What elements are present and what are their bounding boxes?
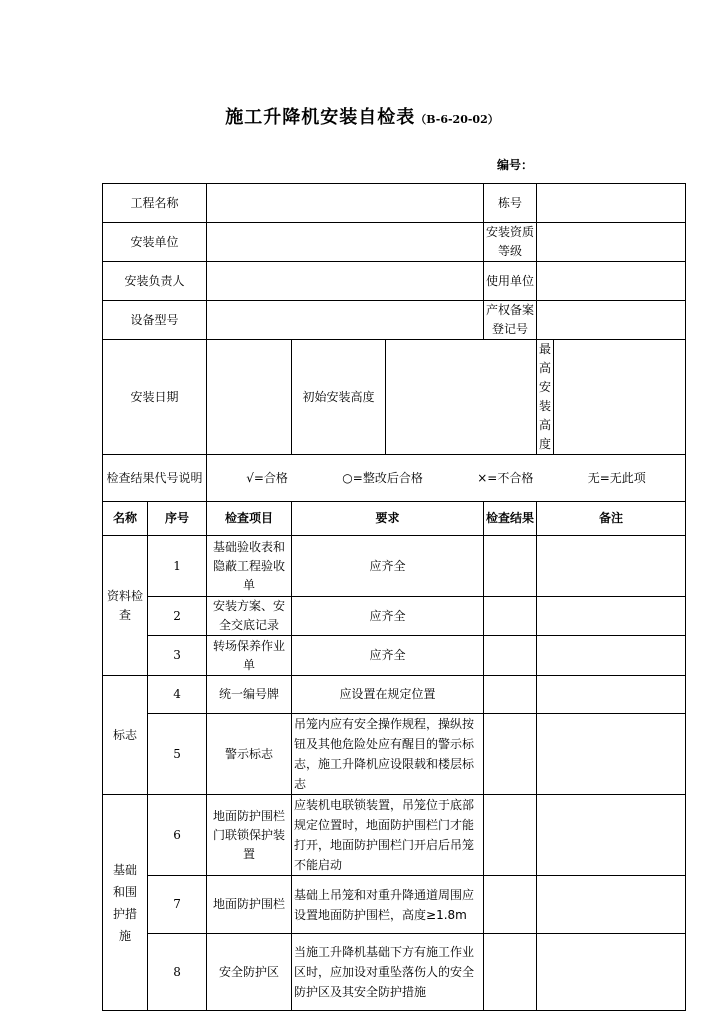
table-row (103, 536, 686, 597)
legend-code-rectified: ○=整改后合格 (342, 470, 423, 485)
header-item: 检查项目 (207, 502, 292, 536)
row-requirement: 基础上吊笼和对重升降通道周围应设置地面防护围栏，高度≥1.8m (292, 876, 484, 934)
row-remark[interactable] (537, 876, 686, 934)
building-no-value[interactable] (537, 184, 686, 223)
header-result: 检查结果 (484, 502, 537, 536)
row-result[interactable] (484, 676, 537, 714)
row-result[interactable] (484, 795, 537, 876)
row-remark[interactable] (537, 676, 686, 714)
qualification-value[interactable] (537, 223, 686, 262)
row-no: 1 (148, 536, 207, 597)
row-item: 安装方案、安全交底记录 (207, 597, 292, 636)
user-unit-value[interactable] (537, 262, 686, 301)
info-row (103, 262, 686, 301)
info-row (103, 223, 686, 262)
legend-codes (209, 469, 683, 488)
header-no: 序号 (148, 502, 207, 536)
info-row (103, 184, 686, 223)
initial-height-value[interactable] (386, 340, 537, 455)
row-no: 3 (148, 636, 207, 676)
table-row (103, 714, 686, 795)
row-result[interactable] (484, 714, 537, 795)
row-item: 转场保养作业单 (207, 636, 292, 676)
row-item: 统一编号牌 (207, 676, 292, 714)
max-height-label: 最高安装高度 (537, 340, 554, 455)
row-requirement: 应齐全 (292, 636, 484, 676)
row-requirement: 应设置在规定位置 (292, 676, 484, 714)
legend-code-na: 无=无此项 (587, 470, 646, 485)
row-requirement: 吊笼内应有安全操作规程，操纵按钮及其他危险处应有醒目的警示标志，施工升降机应设限载和楼层标志 (292, 714, 484, 795)
form-title-text: 施工升降机安装自检表 (225, 107, 416, 128)
inspection-table (102, 183, 686, 1011)
table-row (103, 676, 686, 714)
row-requirement: 应齐全 (292, 597, 484, 636)
install-unit-label: 安装单位 (103, 223, 207, 262)
row-requirement: 应装机电联锁装置，吊笼位于底部规定位置时，地面防护围栏门才能打开，地面防护围栏门开启后吊笼不能启动 (292, 795, 484, 876)
row-result[interactable] (484, 597, 537, 636)
model-label: 设备型号 (103, 301, 207, 340)
row-result[interactable] (484, 636, 537, 676)
project-name-label: 工程名称 (103, 184, 207, 223)
row-remark[interactable] (537, 636, 686, 676)
row-no: 6 (148, 795, 207, 876)
building-no-label: 栋号 (484, 184, 537, 223)
header-name: 名称 (103, 502, 148, 536)
registration-value[interactable] (537, 301, 686, 340)
header-requirement: 要求 (292, 502, 484, 536)
model-value[interactable] (207, 301, 484, 340)
max-height-value[interactable] (554, 340, 686, 455)
install-unit-value[interactable] (207, 223, 484, 262)
row-no: 4 (148, 676, 207, 714)
project-name-value[interactable] (207, 184, 484, 223)
row-no: 7 (148, 876, 207, 934)
row-item: 基础验收表和隐蔽工程验收单 (207, 536, 292, 597)
row-item: 地面防护围栏 (207, 876, 292, 934)
install-date-value[interactable] (207, 340, 292, 455)
group-sign: 标志 (103, 676, 148, 795)
group-base-label: 基础和围护措施 (112, 862, 137, 943)
legend-label: 检查结果代号说明 (103, 455, 207, 502)
info-row (103, 301, 686, 340)
info-row (103, 340, 686, 455)
row-requirement: 应齐全 (292, 536, 484, 597)
header-row (103, 502, 686, 536)
row-result[interactable] (484, 876, 537, 934)
row-no: 2 (148, 597, 207, 636)
row-remark[interactable] (537, 934, 686, 1011)
row-remark[interactable] (537, 536, 686, 597)
row-item: 地面防护围栏门联锁保护装置 (207, 795, 292, 876)
legend-code-fail: ×=不合格 (477, 470, 534, 485)
form-title (0, 103, 724, 129)
table-row (103, 795, 686, 876)
install-date-label: 安装日期 (103, 340, 207, 455)
row-remark[interactable] (537, 714, 686, 795)
install-leader-label: 安装负责人 (103, 262, 207, 301)
table-row (103, 597, 686, 636)
group-docs: 资料检查 (103, 536, 148, 676)
row-item: 安全防护区 (207, 934, 292, 1011)
qualification-label: 安装资质等级 (484, 223, 537, 262)
group-base (103, 795, 148, 1011)
row-remark[interactable] (537, 597, 686, 636)
initial-height-label: 初始安装高度 (292, 340, 386, 455)
serial-number-label: 编号： (497, 158, 534, 172)
user-unit-label: 使用单位 (484, 262, 537, 301)
row-result[interactable] (484, 934, 537, 1011)
row-no: 8 (148, 934, 207, 1011)
install-leader-value[interactable] (207, 262, 484, 301)
row-remark[interactable] (537, 795, 686, 876)
row-no: 5 (148, 714, 207, 795)
table-row (103, 934, 686, 1011)
table-row (103, 636, 686, 676)
table-row (103, 876, 686, 934)
row-item: 警示标志 (207, 714, 292, 795)
form-code: （B-6-20-02） (415, 113, 499, 126)
header-remark: 备注 (537, 502, 686, 536)
registration-label: 产权备案登记号 (484, 301, 537, 340)
legend-code-pass: √=合格 (246, 470, 288, 485)
row-result[interactable] (484, 536, 537, 597)
legend-row (103, 455, 686, 502)
row-requirement: 当施工升降机基础下方有施工作业区时，应加设对重坠落伤人的安全防护区及其安全防护措施 (292, 934, 484, 1011)
